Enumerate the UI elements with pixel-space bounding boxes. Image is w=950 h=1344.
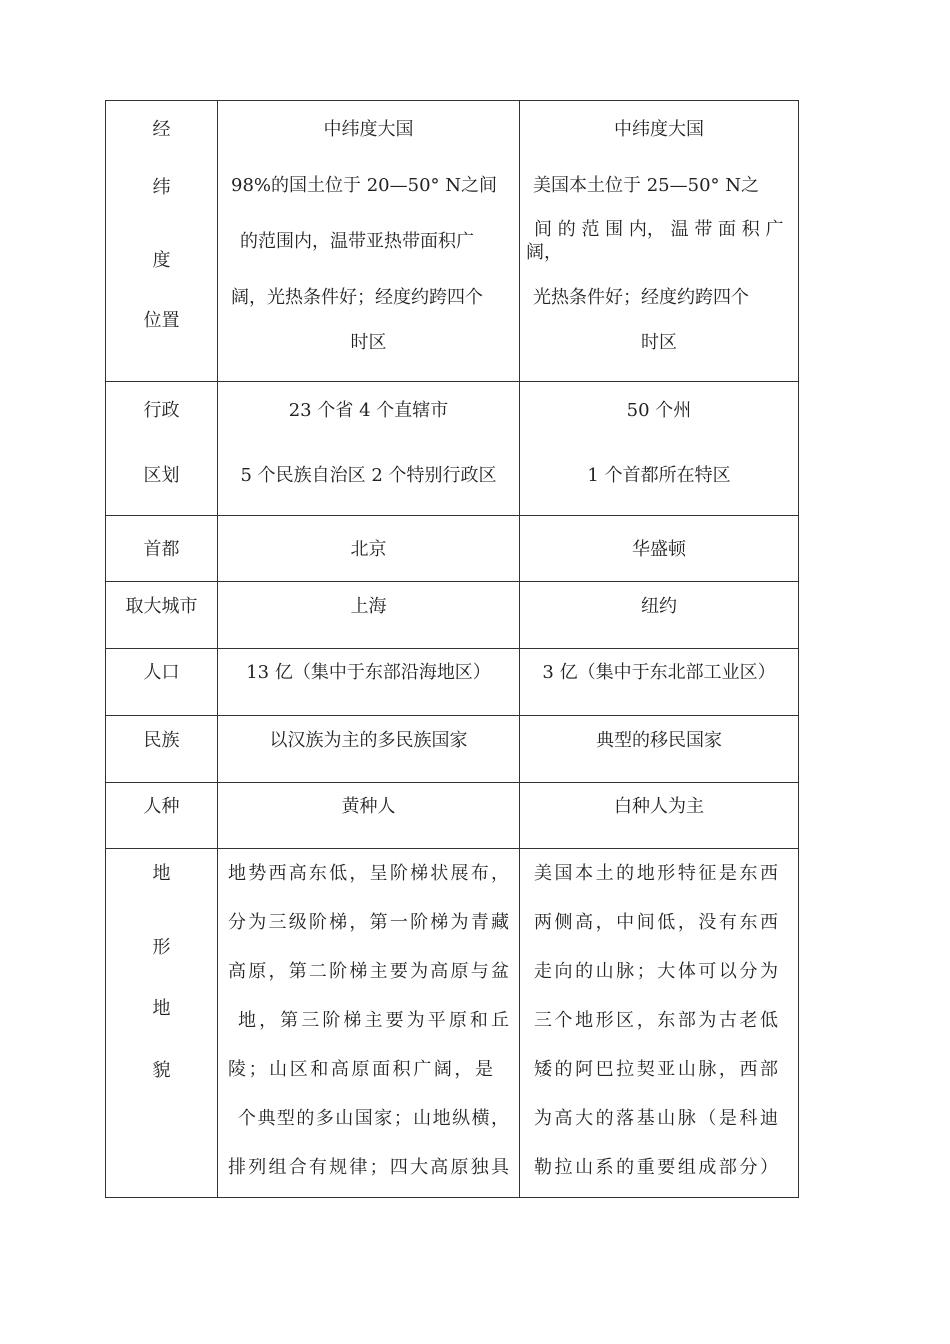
text-line: 98%的国土位于 20—50° N之间	[231, 175, 498, 196]
table-row	[106, 101, 799, 382]
row-label-cell	[106, 649, 218, 716]
text-line: 典型的移民国家	[596, 730, 722, 751]
row-label-line: 位置	[143, 310, 180, 331]
text-line: 间 的 范 围 内， 温 带 面 积 广	[534, 219, 784, 240]
row-label-line: 纬	[152, 177, 171, 198]
text-line: 高原，第二阶梯主要为高原与盆	[228, 961, 509, 982]
text-line: 两侧高，中间低，没有东西	[534, 912, 778, 933]
text-line: 勒拉山系的重要组成部分）	[534, 1157, 778, 1178]
text-line: 北京	[350, 539, 387, 560]
text-line: 排列组合有规律；四大高原独具	[228, 1157, 509, 1178]
text-line: 黄种人	[341, 796, 396, 817]
row-label-line: 地	[152, 863, 171, 884]
row-label: 民族	[143, 730, 180, 751]
text-line: 5 个民族自治区 2 个特别行政区	[240, 465, 497, 486]
comparison-sheet	[105, 100, 798, 1198]
text-line: 纽约	[641, 596, 677, 617]
text-line: 50 个州	[626, 400, 692, 421]
row-label-cell	[106, 516, 218, 582]
row-label-line: 地	[152, 998, 171, 1019]
text-line: 上海	[350, 596, 387, 617]
text-line: 三个地形区，东部为古老低	[534, 1010, 778, 1031]
usa-cell	[520, 783, 799, 849]
row-label-line: 区划	[143, 465, 180, 486]
text-line: 23 个省 4 个直辖市	[288, 400, 449, 421]
text-line: 分为三级阶梯，第一阶梯为青藏	[228, 912, 509, 933]
table-row	[106, 382, 799, 516]
china-cell	[218, 849, 520, 1198]
table-row	[106, 849, 799, 1198]
row-label: 取大城市	[125, 596, 198, 617]
row-label-cell	[106, 582, 218, 649]
text-line: 个典型的多山国家；山地纵横，	[238, 1108, 509, 1129]
usa-cell	[520, 101, 799, 382]
row-label: 人种	[143, 796, 180, 817]
usa-cell	[520, 649, 799, 716]
text-line: 光热条件好；经度约跨四个	[533, 287, 749, 308]
row-label-cell	[106, 382, 218, 516]
row-label-cell	[106, 101, 218, 382]
table-row	[106, 783, 799, 849]
text-line: 地，第三阶梯主要为平原和丘	[238, 1010, 509, 1031]
text-line: 时区	[350, 332, 387, 353]
text-line: 矮的阿巴拉契亚山脉，西部	[534, 1059, 778, 1080]
text-line: 华盛顿	[632, 539, 686, 560]
text-line: 以汉族为主的多民族国家	[269, 730, 468, 751]
row-label-line: 度	[152, 250, 171, 271]
row-label-line: 行政	[143, 400, 180, 421]
row-label-line: 貌	[152, 1060, 171, 1081]
text-line: 白种人为主	[614, 796, 704, 817]
china-cell	[218, 649, 520, 716]
usa-cell	[520, 582, 799, 649]
text-line: 阔，光热条件好；经度约跨四个	[231, 287, 483, 308]
text-line: 美国本土的地形特征是东西	[534, 863, 778, 884]
text-line: 13 亿（集中于东部沿海地区）	[246, 662, 491, 683]
usa-cell	[520, 716, 799, 783]
china-cell	[218, 516, 520, 582]
row-label-cell	[106, 716, 218, 783]
row-label-cell	[106, 783, 218, 849]
usa-cell	[520, 849, 799, 1198]
text-line: 3 亿（集中于东北部工业区）	[542, 662, 776, 683]
text-line: 走向的山脉；大体可以分为	[534, 961, 778, 982]
table-row	[106, 582, 799, 649]
table-row	[106, 516, 799, 582]
table-row	[106, 649, 799, 716]
text-line: 中纬度大国	[614, 119, 704, 140]
text-line: 中纬度大国	[323, 119, 414, 140]
row-label: 人口	[143, 662, 180, 683]
china-cell	[218, 101, 520, 382]
china-usa-comparison-table	[105, 100, 799, 1198]
text-line: 地势西高东低，呈阶梯状展布，	[228, 863, 509, 884]
usa-cell	[520, 382, 799, 516]
text-line: 的范围内，温带亚热带面积广	[240, 231, 474, 252]
text-line: 1 个首都所在特区	[587, 465, 731, 486]
row-label-cell	[106, 849, 218, 1198]
row-label-line: 形	[152, 937, 171, 958]
china-cell	[218, 582, 520, 649]
text-line: 时区	[641, 332, 677, 353]
row-label: 首都	[143, 539, 180, 560]
text-line: 为高大的落基山脉（是科迪	[534, 1108, 778, 1129]
china-cell	[218, 716, 520, 783]
text-line: 阔，	[526, 242, 562, 263]
table-row	[106, 716, 799, 783]
row-label-line: 经	[152, 119, 171, 140]
china-cell	[218, 382, 520, 516]
text-line: 美国本土位于 25—50° N之	[533, 175, 760, 196]
china-cell	[218, 783, 520, 849]
usa-cell	[520, 516, 799, 582]
text-line: 陵；山区和高原面积广阔，是	[228, 1059, 493, 1080]
